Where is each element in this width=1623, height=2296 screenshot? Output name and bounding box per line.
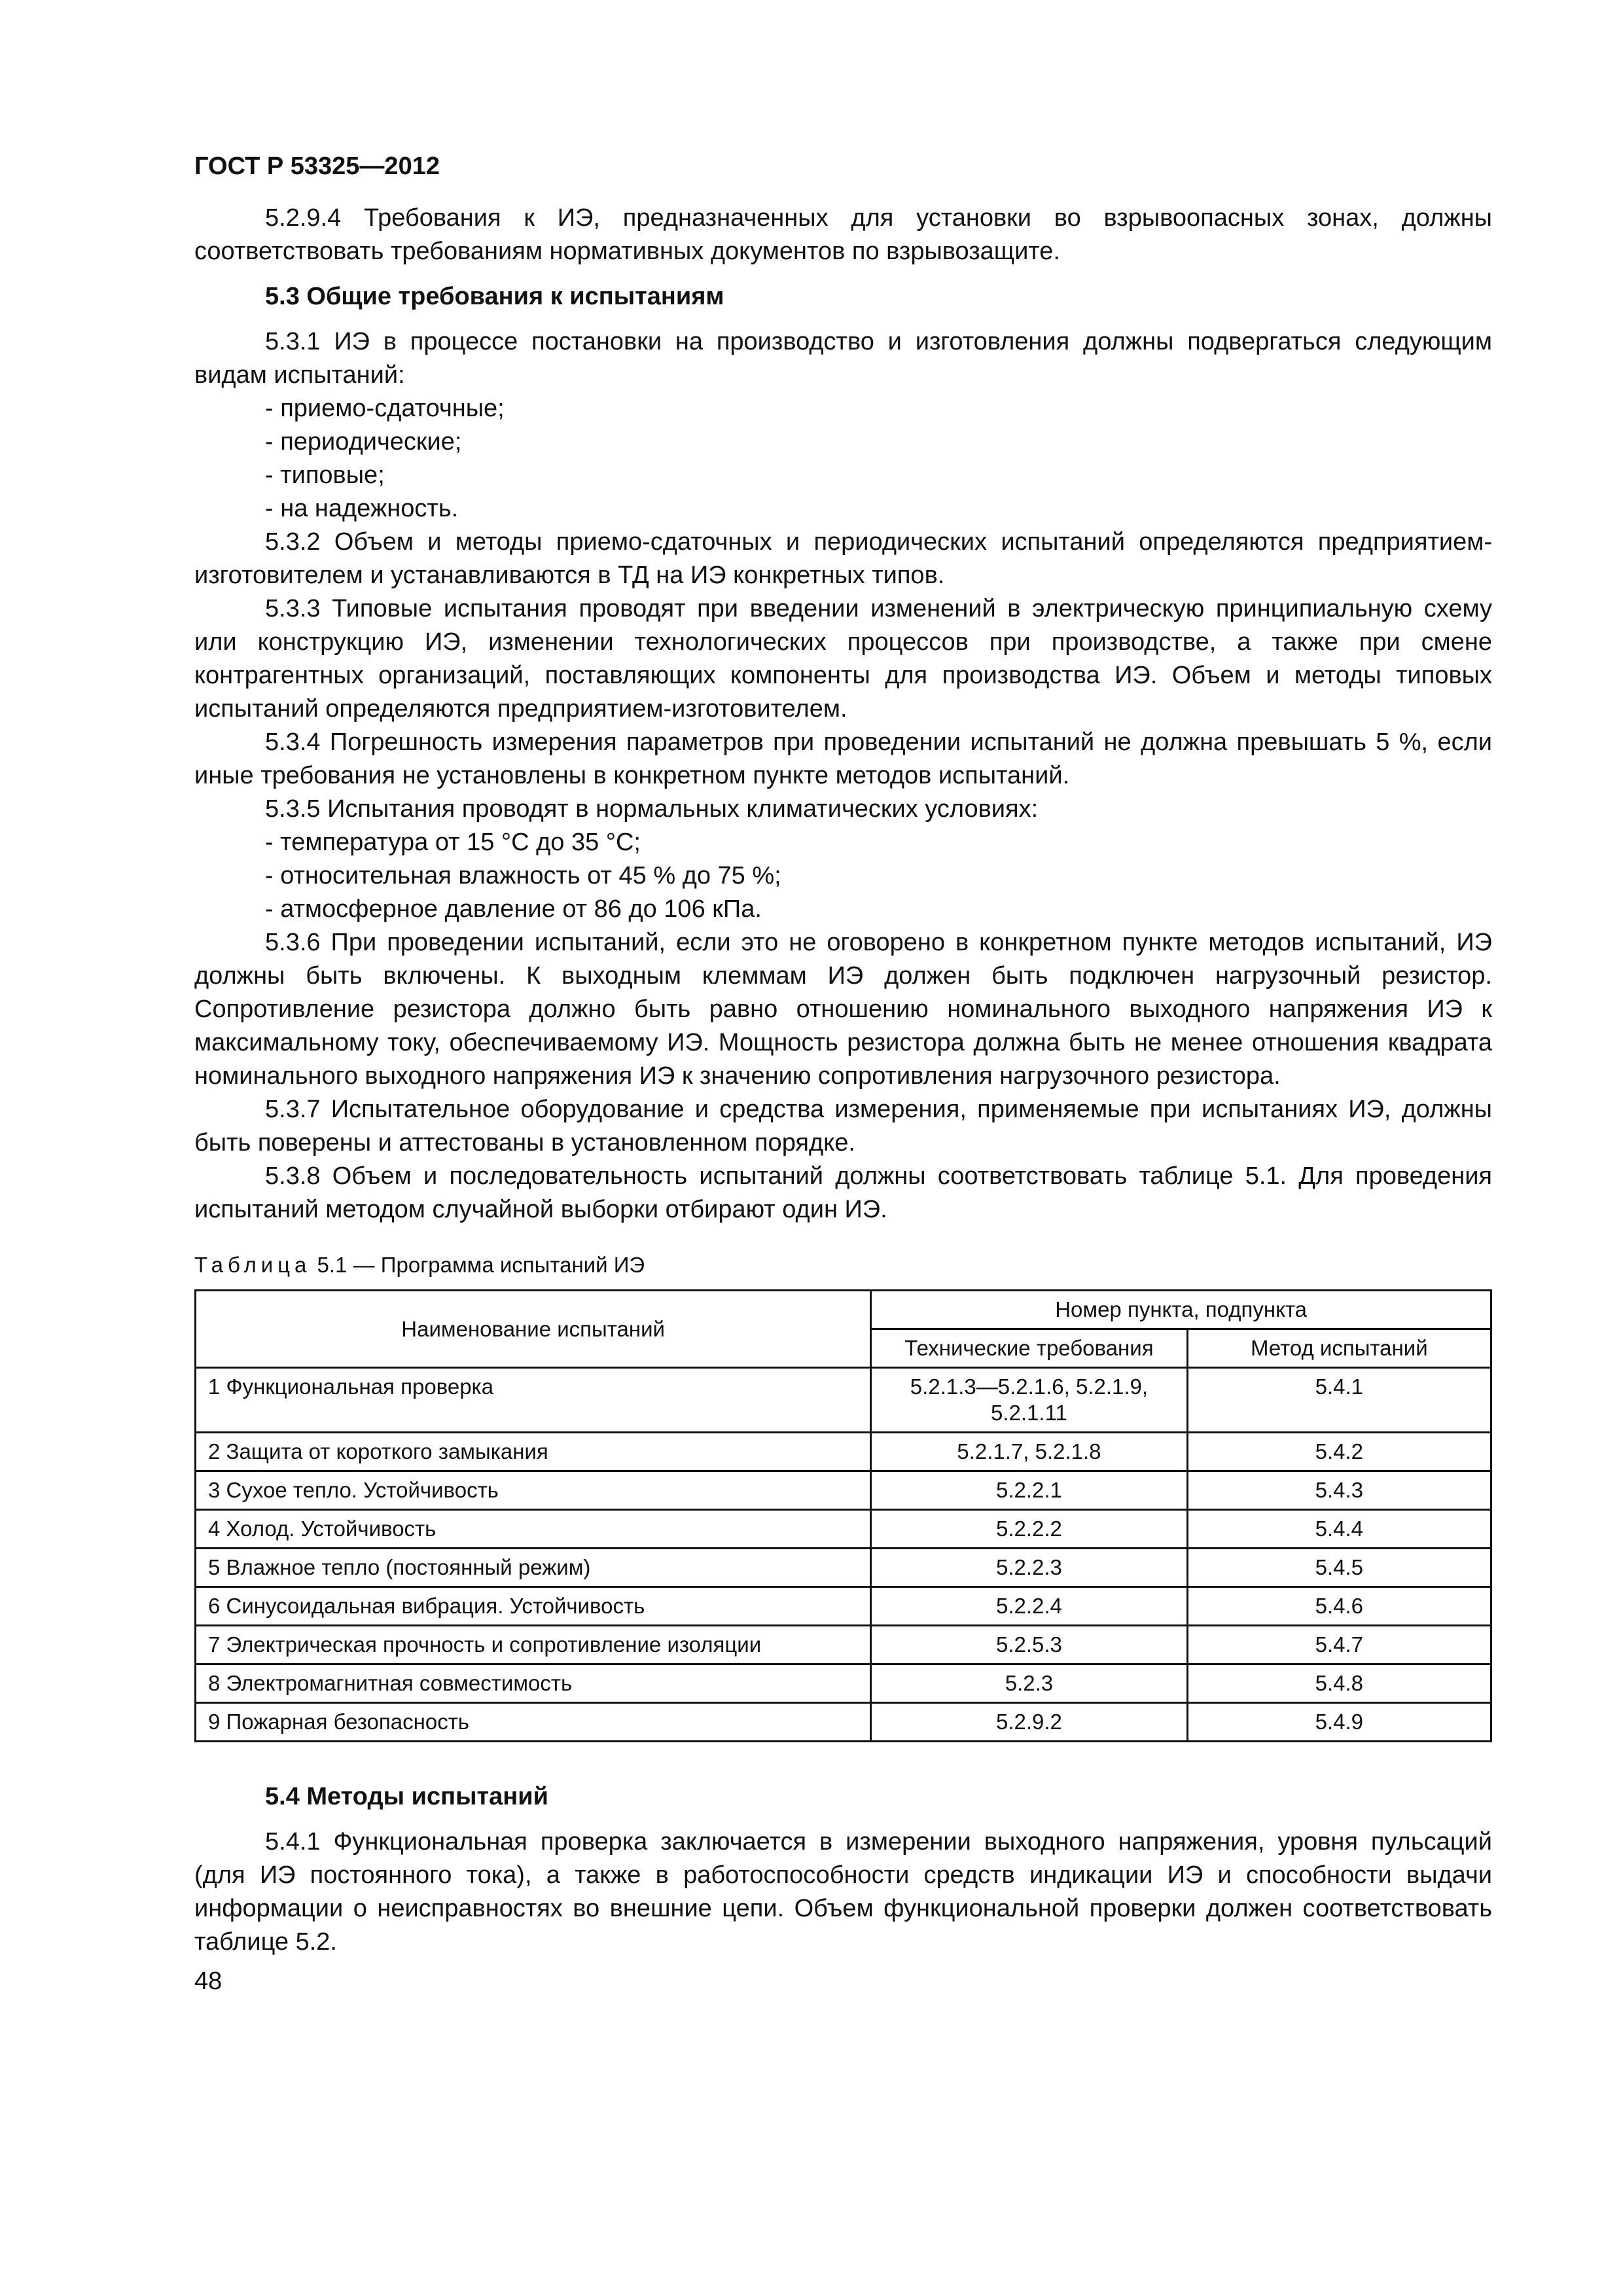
paragraph-5-3-4: 5.3.4 Погрешность измерения параметров при проведении испытаний не должна превышать 5 %, если иные требования не установлены в конкретном пункте методов испытаний. bbox=[194, 728, 1492, 789]
cell-test-name: 5 Влажное тепло (постоянный режим) bbox=[196, 1549, 871, 1587]
list-item: - типовые; bbox=[265, 461, 385, 489]
cell-requirements: 5.2.2.2 bbox=[871, 1510, 1187, 1549]
cell-method: 5.4.7 bbox=[1187, 1626, 1491, 1664]
table-row bbox=[196, 1626, 1491, 1664]
paragraph-5-3-1: 5.3.1 ИЭ в процессе постановки на производство и изготовления должны подвергаться следующим видам испытаний: bbox=[194, 328, 1492, 389]
paragraph-5-3-7: 5.3.7 Испытательное оборудование и средства измерения, применяемые при испытаниях ИЭ, должны быть поверены и аттестованы в установленном порядке. bbox=[194, 1096, 1492, 1157]
cell-method: 5.4.5 bbox=[1187, 1549, 1491, 1587]
cell-method: 5.4.9 bbox=[1187, 1703, 1491, 1742]
table-caption-title: 5.1 — Программа испытаний ИЭ bbox=[311, 1253, 645, 1277]
list-item: - на надежность. bbox=[265, 495, 459, 522]
document-page bbox=[194, 151, 1492, 1997]
cell-test-name: 4 Холод. Устойчивость bbox=[196, 1510, 871, 1549]
cell-method: 5.4.6 bbox=[1187, 1587, 1491, 1626]
cell-test-name: 9 Пожарная безопасность bbox=[196, 1703, 871, 1742]
table-header-row bbox=[196, 1291, 1491, 1329]
list-item: - периодические; bbox=[265, 428, 462, 456]
page-number: 48 bbox=[194, 1967, 223, 1995]
cell-test-name: 7 Электрическая прочность и сопротивление изоляции bbox=[196, 1626, 871, 1664]
header-test-method: Метод испытаний bbox=[1187, 1329, 1491, 1368]
paragraph-5-3-8: 5.3.8 Объем и последовательность испытаний должны соответствовать таблице 5.1. Для проведения испытаний методом случайной выборки отбирают один ИЭ. bbox=[194, 1162, 1492, 1223]
cell-method: 5.4.3 bbox=[1187, 1471, 1491, 1510]
section-heading-5-3: 5.3 Общие требования к испытаниям bbox=[265, 283, 724, 310]
cell-requirements: 5.2.1.3—5.2.1.6, 5.2.1.9, 5.2.1.11 bbox=[871, 1368, 1187, 1433]
paragraph-5-3-2: 5.3.2 Объем и методы приемо-сдаточных и периодических испытаний определяются предприятием-изготовителем и устанавливаются в ТД на ИЭ конкретных типов. bbox=[194, 528, 1492, 589]
cell-requirements: 5.2.2.4 bbox=[871, 1587, 1187, 1626]
cell-method: 5.4.2 bbox=[1187, 1433, 1491, 1471]
header-clause-number: Номер пункта, подпункта bbox=[871, 1291, 1491, 1329]
table-row bbox=[196, 1587, 1491, 1626]
section-heading-5-4: 5.4 Методы испытаний bbox=[265, 1783, 548, 1810]
table-row bbox=[196, 1549, 1491, 1587]
cell-requirements: 5.2.5.3 bbox=[871, 1626, 1187, 1664]
cell-requirements: 5.2.3 bbox=[871, 1664, 1187, 1703]
cell-method: 5.4.1 bbox=[1187, 1368, 1491, 1433]
list-item: - относительная влажность от 45 % до 75 %; bbox=[265, 862, 781, 889]
table-row bbox=[196, 1510, 1491, 1549]
table-caption-word: Таблица bbox=[194, 1253, 312, 1277]
list-item: - атмосферное давление от 86 до 106 кПа. bbox=[265, 895, 762, 923]
table-row bbox=[196, 1471, 1491, 1510]
table-row bbox=[196, 1433, 1491, 1471]
paragraph-5-4-1: 5.4.1 Функциональная проверка заключается в измерении выходного напряжения, уровня пульсаций (для ИЭ постоянного тока), а также в работоспособности средств индикации ИЭ и способности выдачи информации о неисправностях во внешние цепи. Объем функциональной проверки должен соответствовать таблице 5.2. bbox=[194, 1828, 1492, 1956]
list-item: - температура от 15 °С до 35 °С; bbox=[265, 829, 641, 856]
cell-requirements: 5.2.2.1 bbox=[871, 1471, 1187, 1510]
document-header: ГОСТ Р 53325—2012 bbox=[194, 152, 440, 180]
header-test-name: Наименование испытаний bbox=[196, 1291, 871, 1368]
header-technical-requirements: Технические требования bbox=[871, 1329, 1187, 1368]
cell-requirements: 5.2.2.3 bbox=[871, 1549, 1187, 1587]
cell-test-name: 2 Защита от короткого замыкания bbox=[196, 1433, 871, 1471]
list-item: - приемо-сдаточные; bbox=[265, 395, 505, 422]
paragraph-5-3-5: 5.3.5 Испытания проводят в нормальных климатических условиях: bbox=[265, 795, 1039, 823]
cell-requirements: 5.2.1.7, 5.2.1.8 bbox=[871, 1433, 1187, 1471]
cell-requirements: 5.2.9.2 bbox=[871, 1703, 1187, 1742]
table-row bbox=[196, 1703, 1491, 1742]
cell-test-name: 3 Сухое тепло. Устойчивость bbox=[196, 1471, 871, 1510]
cell-test-name: 8 Электромагнитная совместимость bbox=[196, 1664, 871, 1703]
cell-test-name: 6 Синусоидальная вибрация. Устойчивость bbox=[196, 1587, 871, 1626]
cell-method: 5.4.4 bbox=[1187, 1510, 1491, 1549]
cell-method: 5.4.8 bbox=[1187, 1664, 1491, 1703]
table-caption bbox=[194, 1251, 1492, 1279]
paragraph-5-2-9-4: 5.2.9.4 Требования к ИЭ, предназначенных для установки во взрывоопасных зонах, должны соответствовать требованиям нормативных документов по взрывозащите. bbox=[194, 204, 1492, 265]
cell-test-name: 1 Функциональная проверка bbox=[196, 1368, 871, 1433]
table-row bbox=[196, 1664, 1491, 1703]
paragraph-5-3-6: 5.3.6 При проведении испытаний, если это не оговорено в конкретном пункте методов испытаний, ИЭ должны быть включены. К выходным клеммам ИЭ должен быть подключен нагрузочный резистор. Сопротивление резистора должно быть равно отношению номинального выходного напряжения ИЭ к максимальному току, обеспечиваемому ИЭ. Мощность резистора должна быть не менее отношения квадрата номинального выходного напряжения ИЭ к значению сопротивления нагрузочного резистора. bbox=[194, 929, 1492, 1090]
test-program-table bbox=[194, 1289, 1492, 1742]
table-row bbox=[196, 1368, 1491, 1433]
paragraph-5-3-3: 5.3.3 Типовые испытания проводят при введении изменений в электрическую принципиальную схему или конструкцию ИЭ, изменении технологических процессов при производстве, а также при смене контрагентных организаций, поставляющих компоненты для производства ИЭ. Объем и методы типовых испытаний определяются предприятием-изготовителем. bbox=[194, 595, 1492, 723]
